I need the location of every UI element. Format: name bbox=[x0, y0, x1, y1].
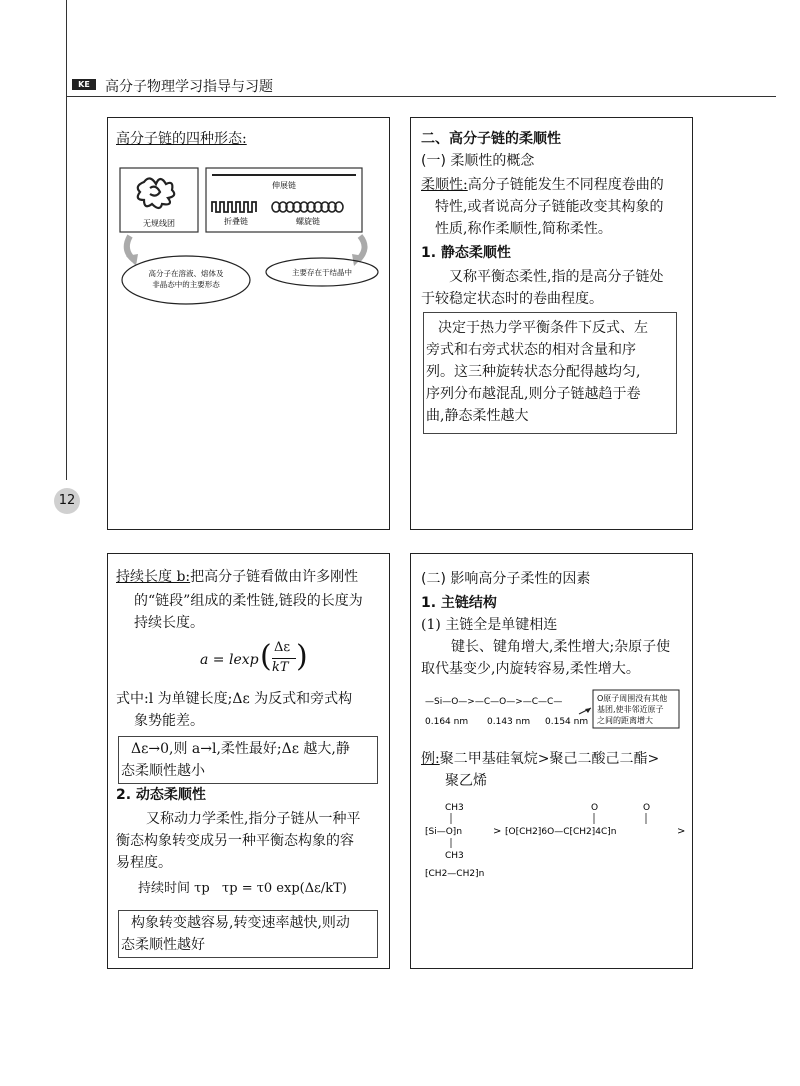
static-flexibility-heading: 1. 静态柔顺性 bbox=[421, 245, 511, 261]
crystal-label: 主要存在于结晶中 bbox=[292, 268, 352, 277]
polyethylene-repeat: ⁅CH2—CH2⁆n bbox=[425, 869, 485, 879]
dynamic-note-box bbox=[118, 910, 378, 958]
note-line-2: 基团,使非邻近原子 bbox=[597, 705, 664, 714]
definition-line-2: 特性,或者说高分子链能改变其构象的 bbox=[435, 199, 664, 215]
bond-chain: —Si—O—>—C—O—>—C—C— bbox=[425, 697, 563, 707]
pdms-repeat: ⁅Si—O⁆n bbox=[425, 827, 463, 837]
persistence-term: 持续长度 b: bbox=[116, 569, 191, 585]
subsection-title: (一) 柔顺性的概念 bbox=[421, 153, 535, 169]
persistence-line-3: 持续长度。 bbox=[134, 615, 204, 631]
where-line-2: 象势能差。 bbox=[134, 713, 204, 729]
page-number: 12 bbox=[54, 488, 80, 514]
note-line-1: O原子周围没有其他 bbox=[597, 694, 668, 703]
panel-flexibility bbox=[410, 117, 693, 530]
bond-length-diagram bbox=[419, 686, 689, 736]
polyester-repeat: ⁅O⁅CH2⁆6O—C⁅CH2⁆4C⁆n bbox=[505, 827, 617, 837]
where-line-1: 式中:l 为单键长度;Δε 为反式和旁式构 bbox=[116, 691, 353, 707]
main-chain-heading: 1. 主链结构 bbox=[421, 595, 497, 611]
example-line-2: 聚乙烯 bbox=[445, 773, 487, 789]
factor-line-1: 键长、键角增大,柔性增大;杂原子使 bbox=[451, 639, 671, 655]
carbonyl-o-2: O bbox=[643, 803, 651, 813]
random-coil-label: 无规线团 bbox=[143, 219, 175, 228]
note-line-1: 决定于热力学平衡条件下反式、左 bbox=[438, 320, 648, 336]
example-line-1: 例:聚二甲基硅氧烷>聚己二酸己二酯> bbox=[421, 751, 660, 767]
dynamic-line-2: 衡态构象转变成另一种平衡态构象的容 bbox=[116, 833, 354, 849]
dynamic-line-1: 又称动力学柔性,指分子链从一种平 bbox=[146, 811, 361, 827]
random-coil-icon bbox=[138, 178, 175, 208]
definition-line-3: 性质,称作柔顺性,简称柔性。 bbox=[435, 221, 612, 237]
methyl-bottom: CH3 bbox=[445, 851, 464, 861]
limit-note-box bbox=[118, 736, 378, 784]
factors-title: (二) 影响高分子柔性的因素 bbox=[421, 571, 591, 587]
bond-length-3: 0.154 nm bbox=[545, 717, 589, 727]
dynamic-note-line-2: 态柔顺性越好 bbox=[121, 937, 205, 953]
amorphous-label-line2: 非晶态中的主要形态 bbox=[152, 280, 220, 289]
single-bond-item: (1) 主链全是单键相连 bbox=[421, 617, 558, 633]
panel-factors bbox=[410, 553, 693, 969]
time-formula: 持续时间 τp τp = τ0 exp(Δε/kT) bbox=[138, 881, 347, 896]
helical-chain-label: 螺旋链 bbox=[296, 217, 320, 226]
carbonyl-o-1: O bbox=[591, 803, 599, 813]
dynamic-note-line-1: 构象转变越容易,转变速率越快,则动 bbox=[131, 915, 350, 931]
panel-persistence-length: 持续长度 b:把高分子链看做由许多刚性 的“链段”组成的柔性链,链段的长度为 持续长度。 a = lexp ( Δε kT ) 式中:l 为单键长度;Δε 为反式和旁式构 象势能差。 Δε→0,则 a→l,柔性最好;Δε 越大,静 态柔顺性越小 2. 动态柔顺性 又称动力学柔性,指分子链从一种平 衡态构象转变成另一种平衡态构象的容 易程度。 持续时间 τp τp = τ0 exp(Δε/kT) 构象转变越容易,转变速率越快,则动 态柔顺性越好 bbox=[107, 553, 390, 969]
header-rule bbox=[66, 96, 776, 97]
persistence-line-1: 持续长度 b:把高分子链看做由许多刚性 bbox=[116, 569, 359, 585]
persistence-line-2: 的“链段”组成的柔性链,链段的长度为 bbox=[134, 593, 363, 609]
conformation-figure bbox=[116, 160, 386, 310]
margin-vertical-rule bbox=[66, 0, 67, 480]
folded-chain-icon bbox=[212, 202, 256, 212]
static-line-2: 于较稳定状态时的卷曲程度。 bbox=[421, 291, 603, 307]
dynamic-line-3: 易程度。 bbox=[116, 855, 172, 871]
helical-chain-icon bbox=[272, 202, 343, 212]
factor-line-2: 取代基变少,内旋转容易,柔性增大。 bbox=[421, 661, 640, 677]
folded-chain-label: 折叠链 bbox=[224, 217, 248, 226]
note-line-2: 旁式和右旁式状态的相对含量和序 bbox=[426, 342, 636, 358]
note-line-3: 列。这三种旋转状态分配得越均匀, bbox=[426, 364, 641, 380]
amorphous-label-line1: 高分子在溶液、熔体及 bbox=[148, 269, 224, 278]
note-line-5: 曲,静态柔性越大 bbox=[426, 408, 529, 424]
panel-chain-conformations bbox=[107, 117, 390, 530]
greater-than-1: > bbox=[493, 826, 502, 837]
methyl-top: CH3 bbox=[445, 803, 464, 813]
definition-line-1: 柔顺性:高分子链能发生不同程度卷曲的 bbox=[421, 177, 664, 193]
note-line-3: 之间的距离增大 bbox=[597, 716, 653, 725]
static-line-1: 又称平衡态柔性,指的是高分子链处 bbox=[449, 269, 664, 285]
section-title: 二、高分子链的柔顺性 bbox=[421, 131, 561, 147]
limit-line-1: Δε→0,则 a→l,柔性最好;Δε 越大,静 bbox=[131, 741, 350, 757]
example-label: 例: bbox=[421, 751, 440, 767]
structure-formulas bbox=[419, 796, 689, 886]
bond-length-2: 0.143 nm bbox=[487, 717, 531, 727]
header-logo: KE bbox=[72, 79, 96, 90]
limit-line-2: 态柔顺性越小 bbox=[121, 763, 205, 779]
dynamic-flexibility-heading: 2. 动态柔顺性 bbox=[116, 787, 206, 803]
running-header-title: 高分子物理学习指导与习题 bbox=[105, 79, 273, 95]
extended-chain-label: 伸展链 bbox=[272, 181, 296, 190]
note-line-4: 序列分布越混乱,则分子链越趋于卷 bbox=[426, 386, 641, 402]
bond-length-1: 0.164 nm bbox=[425, 717, 469, 727]
definition-term: 柔顺性: bbox=[421, 177, 468, 193]
static-note-box bbox=[423, 312, 677, 434]
greater-than-2: > bbox=[677, 826, 686, 837]
panel-title: 高分子链的四种形态: bbox=[116, 131, 247, 147]
